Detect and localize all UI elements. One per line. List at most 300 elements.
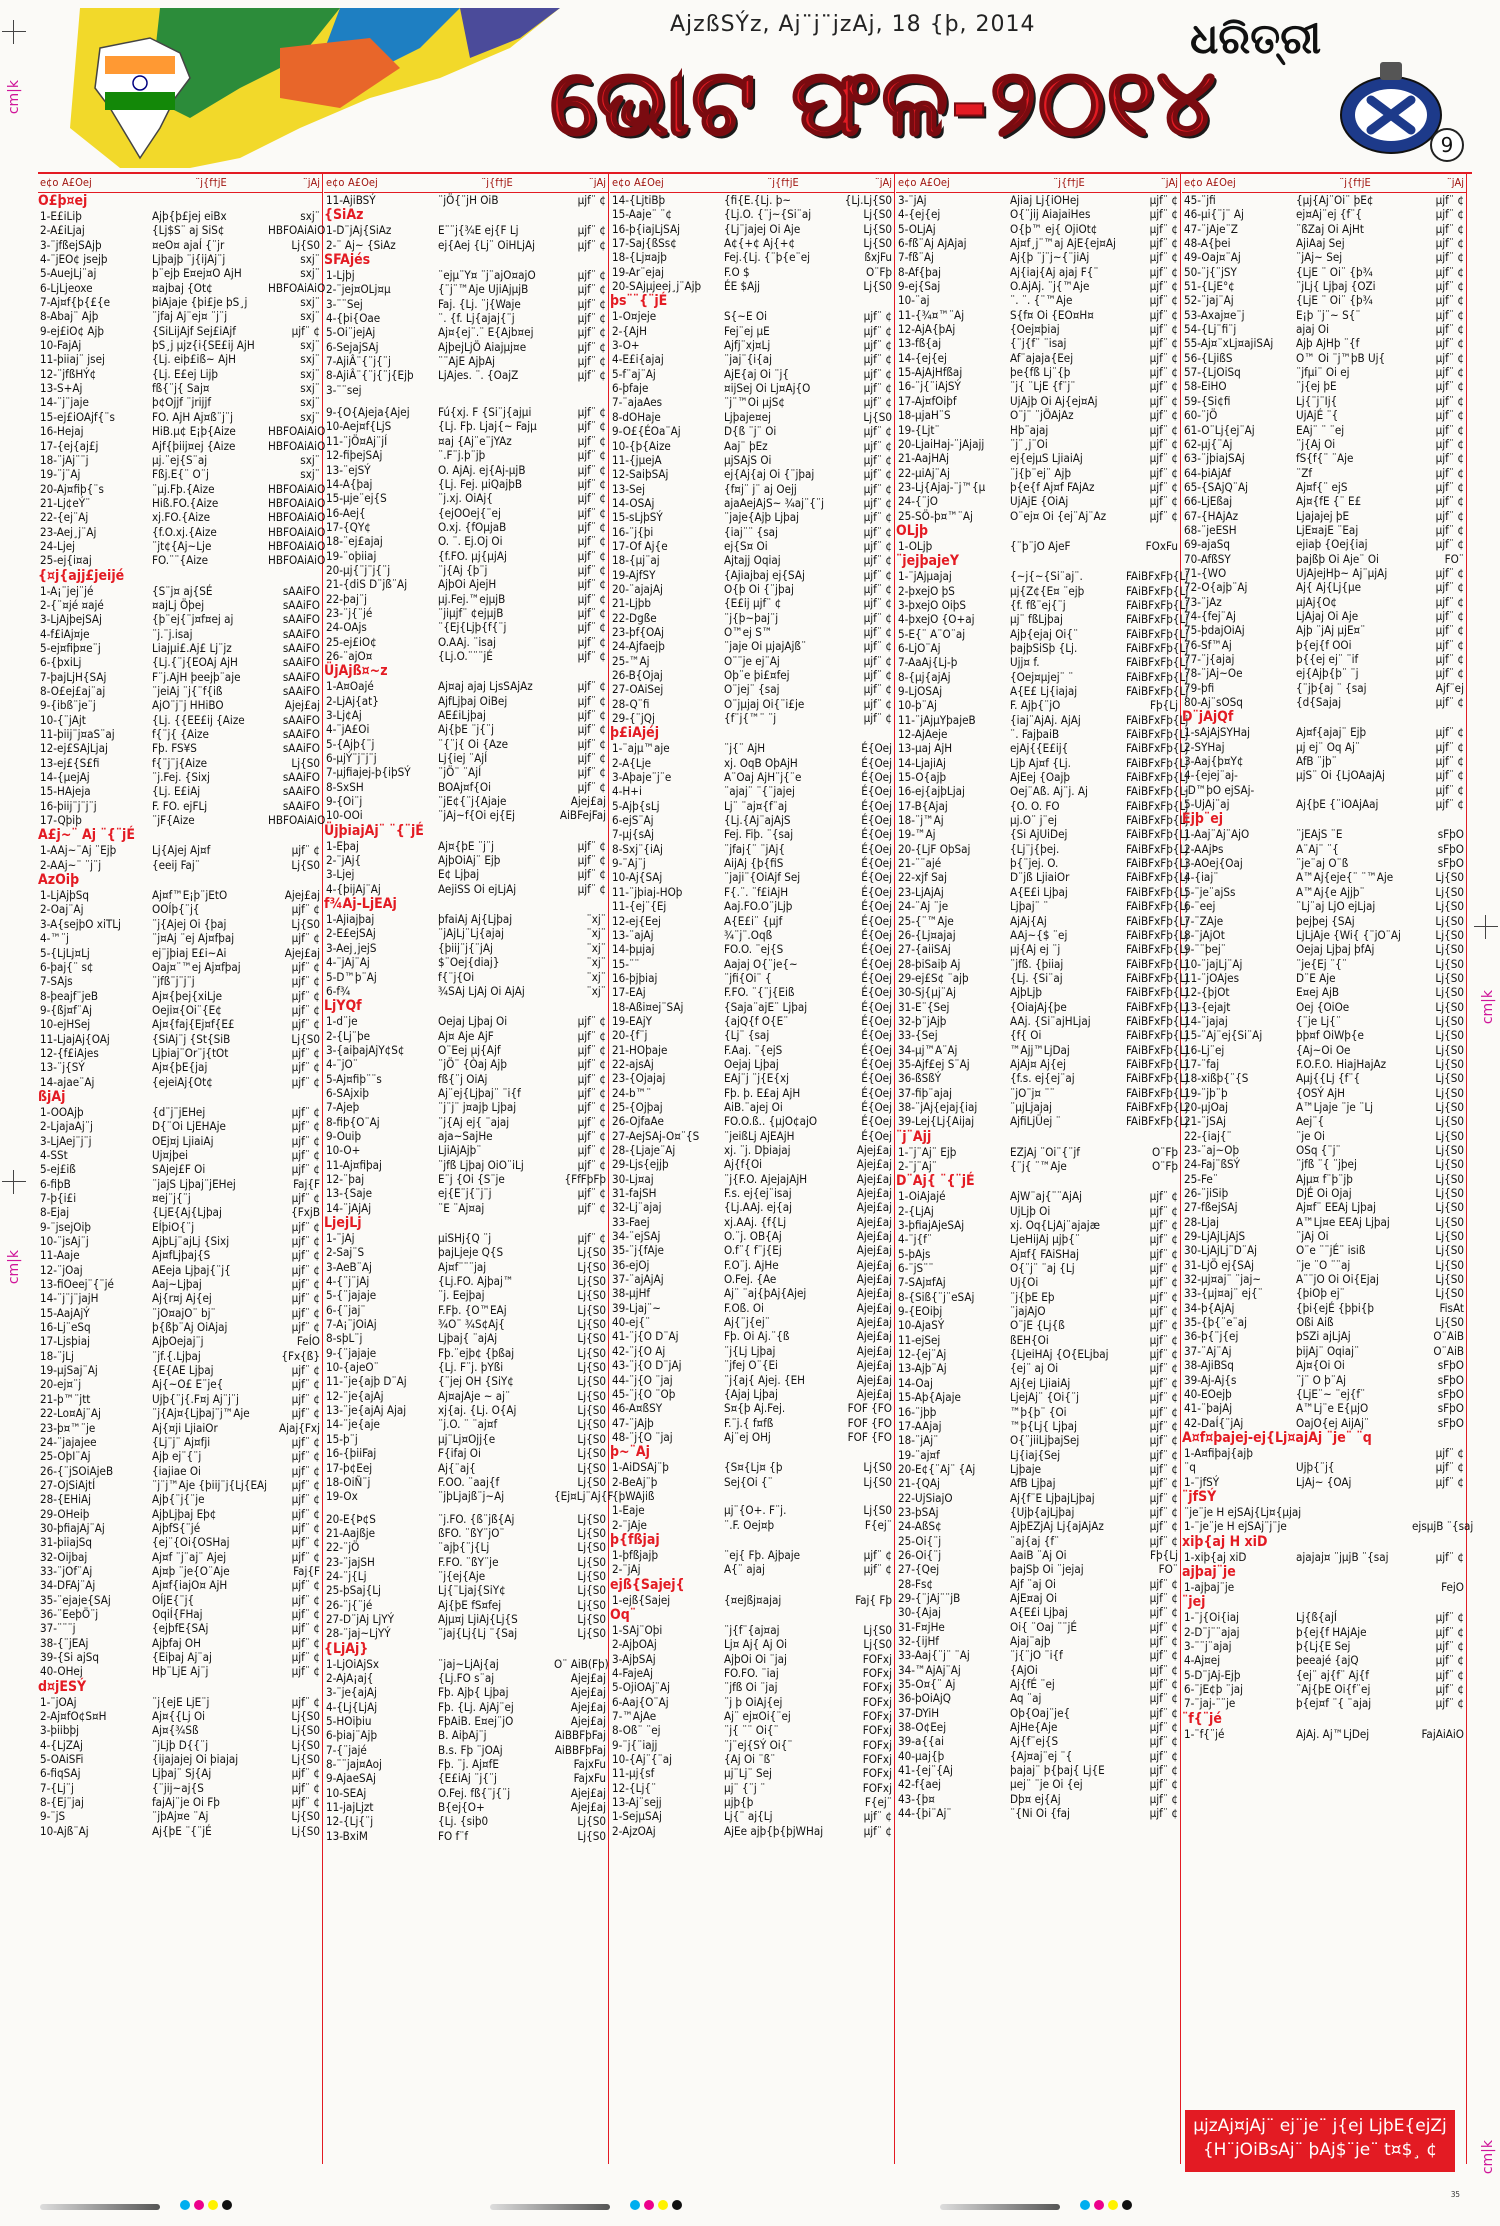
party-cell: µjf¨ ¢: [1435, 393, 1464, 408]
party-cell: Ajej£aj: [856, 1229, 892, 1244]
table-row: [1182, 870, 1466, 884]
constituency-cell: 2-SYHaj: [1184, 739, 1225, 754]
constituency-cell: 6-µjÝ¨j¨j¨j: [326, 751, 377, 766]
candidate-cell: ¨j. Eejþaj: [438, 1288, 485, 1303]
table-row: [38, 931, 322, 945]
party-cell: Lj{S0: [577, 1446, 606, 1461]
table-row: [1182, 236, 1466, 250]
candidate-cell: F.O.F.O. HiajHajAz: [1296, 1056, 1387, 1071]
constituency-cell: 2-¨jAj: [612, 1562, 641, 1577]
party-cell: µjf¨ ¢: [1149, 279, 1178, 294]
candidate-cell: Aj{f¨ej{S: [1010, 1734, 1059, 1749]
constituency-cell: 24-b™¨: [612, 1085, 652, 1100]
candidate-cell: {Lj. {siþ0: [438, 1814, 489, 1829]
party-cell: µjf¨ ¢: [577, 648, 606, 663]
section-heading: ¨jejþajeY: [896, 553, 959, 570]
candidate-cell: þ{{ej ej¨ ¨if: [1296, 652, 1359, 666]
constituency-cell: 1-ajþaj¨je: [1184, 1579, 1235, 1594]
party-cell: FAiBFxFþ{Lj: [1126, 583, 1189, 598]
candidate-cell: O.f¨{ f¨j{Ej: [724, 1243, 782, 1258]
column-header-c1: e¢o: [40, 176, 59, 189]
constituency-cell: 1-A¤fiþaj{ajþ: [1184, 1445, 1253, 1460]
constituency-cell: 16-þ{iajLjSAj: [612, 221, 681, 236]
table-row: [1182, 1373, 1466, 1387]
constituency-cell: 3-þxejO OiþS: [898, 597, 967, 612]
candidate-cell: {¨j{ ¨™Aje: [1010, 1159, 1067, 1173]
constituency-cell: 28-Fs¢: [898, 1576, 934, 1591]
constituency-cell: 30-{Ajaj: [898, 1605, 941, 1620]
party-cell: Lj{S0: [1435, 870, 1464, 885]
candidate-cell: µj.O¨ j¨ej: [1010, 813, 1058, 828]
candidate-cell: ¨jaj~LjAj{aj: [438, 1656, 499, 1671]
candidate-cell: Ajtajj Oqiaj: [724, 553, 781, 568]
table-row: [1182, 695, 1466, 709]
table-row: [38, 1738, 322, 1752]
table-row: [1182, 885, 1466, 899]
constituency-cell: 12-¨þaj: [326, 1171, 365, 1186]
candidate-cell: ej¨jþiaj E£i~Ai: [152, 945, 227, 960]
table-row: [1182, 842, 1466, 856]
section-heading: AzOiþ: [38, 872, 80, 889]
party-cell: O¨AiB: [1433, 1343, 1464, 1358]
party-cell: µjf¨ ¢: [1149, 508, 1178, 523]
constituency-cell: 31-þiiajSq: [40, 1535, 92, 1550]
party-cell: Ajej£aj: [570, 1699, 606, 1714]
party-cell: µjf¨ ¢: [1149, 1461, 1178, 1476]
party-cell: Lj{S0: [1435, 1157, 1464, 1172]
candidate-cell: B.s. Fþ ¨jOAj: [438, 1742, 503, 1757]
party-cell: FAiBFxFþ{Lj: [1126, 970, 1189, 985]
candidate-cell: ¨j{aj{ Ajej. {EH: [724, 1372, 806, 1387]
party-cell: µjf¨ ¢: [1149, 1347, 1178, 1362]
party-cell: HBFOAiAiO: [268, 280, 326, 295]
constituency-cell: 4-{ej{ej: [898, 207, 941, 222]
party-cell: Ajej£aj: [570, 1685, 606, 1700]
results-column: [324, 174, 614, 2164]
table-row: [1182, 797, 1466, 811]
constituency-cell: 38-{¨jEAj: [40, 1635, 89, 1650]
constituency-cell: 44-{þi¨Aj¨: [898, 1806, 952, 1821]
party-cell: µjf¨ ¢: [577, 1128, 606, 1143]
candidate-cell: þ¨ejþ E¤ej¤O AjH: [152, 266, 242, 281]
constituency-cell: 24-AßS¢: [898, 1519, 942, 1534]
constituency-cell: 5-E{¨ A¨O¨aj: [898, 626, 966, 641]
constituency-cell: 12-AjA{þAj: [898, 322, 956, 337]
candidate-cell: ¨j{Ajej Oi {þaj: [152, 916, 227, 931]
table-row: [610, 1387, 894, 1401]
candidate-cell: ¨jajS Ljþaj¨jEHej: [152, 1176, 236, 1191]
party-cell: HBFOAiAiO: [268, 553, 326, 568]
constituency-cell: 17-{ej{aj£j: [40, 438, 99, 453]
table-row: [896, 322, 1180, 336]
table-row: [1182, 1014, 1466, 1028]
party-cell: sxj¨: [300, 395, 320, 410]
constituency-cell: 3-AeB¨Aj: [326, 1259, 372, 1274]
candidate-cell: ¨jAj~f{Oi ej{Ej: [438, 808, 516, 823]
candidate-cell: Fú{xj. F {Si¨j{ajµi: [438, 405, 532, 420]
candidate-cell: [438, 383, 554, 397]
constituency-cell: 10-¨aj: [898, 293, 930, 308]
party-cell: µjf¨ ¢: [1435, 479, 1464, 494]
candidate-cell: ajajaj¤ ¨jµjB ¨{saj: [1296, 1549, 1389, 1564]
party-cell: µjf¨ ¢: [1435, 1667, 1464, 1682]
party-cell: µjf¨ ¢: [291, 1305, 320, 1320]
table-row: [38, 1449, 322, 1463]
constituency-cell: 12-{Lj{¨j: [326, 1814, 374, 1829]
constituency-cell: 13-BxiM: [326, 1828, 368, 1843]
constituency-cell: 3-Lj¢Aj: [326, 708, 362, 722]
constituency-cell: 36-þ{¨j{ej: [1184, 1329, 1239, 1344]
candidate-cell: Aj{iaj{Aj ajaj F{¨: [1010, 264, 1099, 279]
candidate-cell: Oej {OiOe: [1296, 999, 1350, 1014]
table-row: [896, 741, 1189, 756]
table-row: [38, 1205, 322, 1219]
candidate-cell: {f. fß¨ej{¨j: [1010, 597, 1066, 612]
party-cell: O¨AiB: [1433, 1329, 1464, 1344]
footer-line-2: {H¨jOiBsAj¨ þAj$¨je¨ t¤$¸ ¢: [1202, 2140, 1438, 2160]
party-cell: µjf¨ ¢: [863, 309, 892, 324]
table-row: [896, 1749, 1180, 1763]
table-row: [610, 467, 894, 481]
table-row: [1182, 1344, 1466, 1358]
candidate-cell: {Lj.O.¨¨¨jÉ: [438, 648, 493, 663]
party-cell: Lj{S0: [1435, 1056, 1464, 1071]
candidate-cell: Aj¤{faj{Ej¤f{E£: [152, 1017, 235, 1032]
constituency-cell: 39-a{{ai: [898, 1734, 944, 1749]
candidate-cell: {O. O. FO: [1010, 798, 1060, 813]
party-cell: Lj{S0: [577, 1345, 606, 1360]
candidate-cell: Lj{Ajej Aj¤f: [152, 843, 211, 858]
party-cell: HBFOAiAiO: [268, 438, 326, 453]
candidate-cell: µjþ{þ: [724, 1795, 754, 1810]
candidate-cell: AfB Ljþaj: [1010, 1476, 1056, 1491]
constituency-cell: 32-Lj¨ajaj: [612, 1200, 662, 1215]
constituency-cell: 64-þiAjAf: [1184, 465, 1231, 480]
party-cell: FAiBFxFþ{Lj: [1126, 640, 1189, 655]
party-cell: µjf¨ ¢: [291, 1492, 320, 1507]
table-row: [1182, 466, 1466, 480]
table-row: [610, 885, 894, 899]
party-cell: FAiBFxFþ{Lj: [1126, 985, 1189, 1000]
table-row: [610, 914, 894, 928]
candidate-cell: Aj¨ej{Ljþaj¨ ¨i{f: [438, 1085, 521, 1100]
party-cell: sAAiFO: [282, 612, 320, 627]
constituency-cell: 14-¨je{aje: [326, 1417, 380, 1432]
party-cell: µjf¨ ¢: [291, 1162, 320, 1177]
constituency-cell: 8-¨¨jaj¤Aoj: [326, 1757, 382, 1772]
candidate-cell: ¨j{þ¨ej¨ Ajþ: [1010, 465, 1072, 480]
candidate-cell: f{¨j{ {Aize: [152, 727, 209, 742]
candidate-cell: {¨þ¨jO AjeF: [1010, 538, 1071, 553]
party-cell: µjf¨ ¢: [1435, 695, 1464, 710]
candidate-cell: E¨¨j{¾E ej{F Lj: [438, 223, 519, 238]
table-row: [38, 1177, 322, 1191]
candidate-cell: µj ej¨ Oq Aj¨: [1296, 739, 1361, 754]
constituency-cell: 10-þ¨Aj: [898, 698, 937, 713]
candidate-cell: µj¨Lj¨ Sej: [724, 1766, 772, 1781]
party-cell: AiBBFþFaj: [554, 1728, 606, 1743]
candidate-cell: FO.O.ß.. {µjO¢ajO: [724, 1114, 818, 1129]
candidate-cell: Aj¤þ ¨je{O¨Aje: [152, 1563, 230, 1578]
candidate-cell: LjAjaj Oi Aje: [1296, 608, 1359, 623]
constituency-cell: 15-ej£iOAjf{¨s: [40, 409, 115, 424]
table-row: [610, 813, 894, 827]
table-row: [38, 453, 322, 467]
candidate-cell: O. ¨. Ej.Oj Oi: [438, 534, 503, 549]
candidate-cell: {S¤{Lj¤ {þ: [724, 1460, 783, 1475]
table-row: [1182, 1387, 1466, 1401]
constituency-cell: 11-{ej¨{Ej: [612, 899, 667, 914]
party-cell: Lj{S0: [577, 1626, 606, 1641]
candidate-cell: ¨jfaj{¨ ¨jAj{: [724, 841, 786, 856]
table-row: [1182, 957, 1466, 971]
candidate-cell: ¨. ¨. {¨™Aje: [1010, 293, 1073, 308]
party-cell: FAiBFxFþ{Lj: [1126, 870, 1189, 885]
candidate-cell: O¨ej¤ Oi {ej¨Aj¨Az: [1010, 508, 1107, 523]
constituency-cell: 1-Eþaj: [326, 838, 359, 853]
constituency-cell: 25-Fe¨: [1184, 1171, 1219, 1186]
candidate-cell: ej{E¨j{¨j¨j: [438, 1186, 492, 1201]
candidate-cell: ¨j¨™Oi µjS¢: [724, 395, 785, 410]
candidate-cell: LjAj~ {OAj: [1296, 1474, 1352, 1489]
candidate-cell: Aj{f{Oi: [724, 1157, 763, 1172]
table-row: [1182, 293, 1466, 307]
table-row: [896, 1390, 1180, 1404]
party-cell: É{Oej: [861, 1071, 892, 1086]
candidate-cell: O.AAj. ¨isaj: [438, 634, 496, 649]
candidate-cell: {ej¨{Oi{OSHaj: [152, 1535, 230, 1550]
constituency-cell: 39-Lej{Lj{Aijaj: [898, 1114, 975, 1129]
party-cell: µjf¨ ¢: [577, 311, 606, 326]
party-cell: FAiBFxFþ{Lj: [1126, 569, 1189, 584]
table-row: [38, 352, 322, 366]
candidate-cell: Aajaj O{¨je{~: [724, 956, 798, 971]
candidate-cell: ¨jfaj Aj¨ej¤ ¨j¨j: [152, 309, 228, 324]
constituency-cell: 35-{þ{¨e¨aj: [1184, 1315, 1248, 1330]
party-cell: Lj{S0: [863, 279, 892, 294]
party-cell: µjf¨ ¢: [291, 843, 320, 858]
constituency-cell: 1-sAjAjSYHaj: [1184, 725, 1251, 740]
party-cell: FAiBFxFþ{Lj: [1126, 727, 1189, 742]
constituency-cell: 2-D¨j¨¨ajaj: [1184, 1624, 1240, 1639]
party-cell: µjf¨ ¢: [577, 1014, 606, 1029]
candidate-cell: O¨jµjaj Oi{¨i£je: [724, 696, 805, 711]
constituency-cell: 48-A{þei: [1184, 236, 1231, 251]
candidate-cell: {Lj. Fþ. Ljaj{~ Fajµ: [438, 419, 537, 434]
candidate-cell: Aj{fÉ ¨ej: [1010, 1677, 1055, 1692]
constituency-cell: 38-¨jAj{ejaj{iaj: [898, 1099, 978, 1114]
candidate-cell: {d¨j¨jEHej: [152, 1104, 206, 1119]
party-cell: FAiBFxFþ{Lj: [1126, 999, 1189, 1014]
candidate-cell: Aj¤f{iajO¤ AjH: [152, 1578, 228, 1593]
table-row: [38, 1564, 322, 1578]
constituency-cell: 6-ejS¨Aj: [612, 813, 654, 828]
party-cell: FOF {FO: [847, 1401, 892, 1416]
cmyk-dots: [630, 2200, 682, 2210]
table-row: [1182, 222, 1466, 236]
constituency-cell: 76-Sf™Aj: [1184, 637, 1232, 652]
candidate-cell: ¨Zf: [1296, 465, 1313, 480]
table-row: [1182, 1727, 1466, 1741]
constituency-cell: 26-OjfaAe: [612, 1114, 664, 1129]
table-row: [38, 280, 326, 295]
table-row: [610, 582, 894, 596]
party-cell: FAiBFxFþ{Lj: [1126, 856, 1189, 871]
party-cell: Lj{S0: [577, 1288, 606, 1303]
party-cell: FAiBFxFþ{Lj: [1126, 770, 1189, 785]
table-row: [610, 381, 894, 395]
candidate-cell: ¨µjLjajaj: [1010, 1099, 1053, 1114]
constituency-cell: 2-¨jej¤OLj¤µ: [326, 282, 391, 297]
table-row: [896, 451, 1180, 465]
candidate-cell: ¾¨j¨.Oqß: [724, 927, 773, 942]
party-cell: Lj{S0: [577, 1259, 606, 1274]
table-row: [610, 1229, 894, 1243]
candidate-cell: SAjej£F Oi: [152, 1162, 206, 1177]
table-row: [1182, 1519, 1474, 1534]
constituency-cell: 8-sþL¨j: [326, 1331, 363, 1346]
candidate-cell: A{E£i Ljþaj: [1010, 1605, 1068, 1620]
party-cell: µjf¨ ¢: [1149, 1662, 1178, 1677]
table-row: [610, 770, 894, 784]
candidate-cell: Oej¨Aß. Aj¨j. Aj: [1010, 784, 1088, 799]
table-row: [1182, 494, 1466, 508]
constituency-cell: 34-µj™A¨Aj: [898, 1042, 958, 1057]
candidate-cell: Aj¤f¨¨¨jaj: [438, 1259, 487, 1274]
party-cell: µjf¨ ¢: [863, 538, 892, 553]
candidate-cell: FþAiB. E¤ej¨jO: [438, 1714, 514, 1728]
column-header-c4: ¨jAj: [1446, 176, 1464, 189]
table-row: [610, 971, 894, 985]
table-row: [1182, 754, 1466, 768]
table-row: [1182, 928, 1466, 942]
constituency-cell: 3-AjþSAj: [612, 1651, 656, 1666]
table-row: [610, 856, 894, 870]
constituency-cell: 17-Saj{ßSs¢: [612, 236, 677, 251]
party-cell: sxj¨: [300, 252, 320, 267]
constituency-cell: 3-LjAjþejSAj: [40, 612, 102, 627]
constituency-cell: 46-µi{¨j¨ Aj: [1184, 207, 1244, 222]
constituency-cell: 43-{þ¤: [898, 1791, 935, 1806]
party-cell: µjf¨ ¢: [291, 1017, 320, 1032]
candidate-cell: {Lj. E£iAj: [152, 784, 201, 799]
party-cell: FOFxj: [862, 1694, 892, 1709]
constituency-cell: 28-Q¨fi: [612, 696, 650, 711]
party-cell: µjf¨ ¢: [863, 1562, 892, 1577]
constituency-cell: 12-SaiþSAj: [612, 467, 669, 482]
table-row: [324, 1403, 608, 1417]
candidate-cell: Aj{¨aj{: [438, 1460, 476, 1475]
table-row: [610, 985, 894, 999]
constituency-cell: 16-¨j{¨iAjSÝ: [898, 379, 961, 394]
party-cell: ¨xj¨: [586, 955, 606, 970]
table-row: [1182, 193, 1466, 207]
party-cell: µjf¨ ¢: [577, 268, 606, 283]
table-row: [1182, 725, 1466, 739]
constituency-cell: 14-¨jajaj: [1184, 1013, 1228, 1028]
table-row: [38, 1060, 322, 1074]
table-row: [610, 870, 894, 884]
table-row: [324, 1446, 608, 1460]
party-cell: µjf¨ ¢: [577, 577, 606, 592]
column-header-c1: e¢o: [326, 176, 345, 189]
constituency-cell: 24-Faj¨ßSÝ: [1184, 1157, 1241, 1172]
constituency-cell: 7-Aj¤f{þ{£{e: [40, 295, 111, 310]
party-cell: Lj{S0: [1435, 942, 1464, 957]
constituency-cell: 52-¨jaj¨Aj: [1184, 293, 1234, 308]
candidate-cell: Lj{¨Ljaj{SiY¢: [438, 1583, 506, 1598]
candidate-cell: Oi{ ¨Oaj ¨¨jÉ: [1010, 1619, 1077, 1634]
constituency-cell: 12-{ej¨Aj: [898, 1347, 947, 1362]
constituency-cell: 1-¨f{¨jé: [1184, 1726, 1225, 1741]
section-heading: A¤f¤þajej-ej{Lj¤ajAj ¨je¨ ¨q: [1182, 1429, 1372, 1446]
candidate-cell: ¨jE¢{¨j{Ajaje: [438, 794, 507, 809]
table-row: [324, 368, 608, 382]
constituency-cell: 31-E¨{Sej: [898, 999, 950, 1014]
row-gap: [324, 397, 608, 405]
constituency-cell: 1-A¡¨jej¨jé: [40, 583, 94, 598]
constituency-cell: 13-¨ejSÝ: [326, 462, 371, 477]
party-cell: µjf¨ ¢: [577, 1143, 606, 1158]
table-row: [896, 655, 1189, 670]
table-row: [38, 252, 322, 266]
table-row: [1182, 652, 1466, 666]
party-cell: FajxFu: [573, 1771, 606, 1786]
party-cell: FOFxj: [862, 1651, 892, 1666]
party-cell: µjf¨ ¢: [577, 634, 606, 649]
candidate-cell: {Oej¤µjej¨ ¨: [1010, 669, 1074, 684]
candidate-cell: O.Fej. fß{¨j{¨j: [438, 1785, 511, 1800]
constituency-cell: 18-¨jLj: [40, 1348, 74, 1363]
candidate-cell: ¨Lj¨aj LjO ejLjaj: [1296, 899, 1376, 914]
party-cell: HBFOAiAiO: [268, 481, 326, 496]
table-row: [324, 955, 608, 969]
party-cell: FOFxj: [862, 1723, 892, 1738]
constituency-cell: 16-Aej{: [326, 505, 366, 520]
table-row: [38, 1334, 322, 1348]
candidate-cell: {LjE{Aj{Ljþaj: [152, 1205, 222, 1220]
constituency-cell: 15-AjAjHfßaj: [898, 365, 963, 380]
candidate-cell: Aj¤f{ FAiSHaj: [1010, 1246, 1080, 1261]
party-cell: µjf¨ ¢: [863, 1809, 892, 1824]
table-row: [324, 1057, 608, 1071]
candidate-cell: ¨j.O. ¨ ¨aj¤f: [438, 1417, 498, 1432]
table-row: [610, 1014, 894, 1028]
constituency-cell: 3-Ljej: [326, 867, 355, 882]
constituency-cell: 10-{Aj¨{¨aj: [612, 1752, 673, 1767]
constituency-cell: 11-µj{sf: [612, 1766, 655, 1781]
candidate-cell: fS{f{¨ ¨Aje: [1296, 451, 1354, 466]
candidate-cell: F¨j.AjH þeejþ¨aje: [152, 669, 241, 684]
constituency-cell: 5-OAiSFi: [40, 1752, 84, 1767]
constituency-cell: 23-{Ojajaj: [612, 1071, 666, 1086]
table-row: [1182, 914, 1466, 928]
candidate-cell: {Lj.FO. Ajþaj™: [438, 1274, 514, 1289]
table-row: [1182, 899, 1466, 913]
candidate-cell: fß{¨j OiAj: [438, 1071, 488, 1086]
constituency-cell: 5-Oi¨jejAj: [326, 325, 376, 340]
candidate-cell: ¨{¨j{ Oi {Aze: [438, 736, 508, 751]
page-title: ଭୋଟ ଫଳ-୨୦୧୪: [550, 48, 1218, 156]
constituency-cell: 32-µj¤aj¨ ¨jaj~: [1184, 1272, 1262, 1287]
party-cell: µjf¨ ¢: [577, 433, 606, 448]
table-row: [1182, 595, 1466, 609]
candidate-cell: ¨jfi{Oi¨ {: [724, 970, 772, 985]
table-row: [38, 524, 326, 539]
table-row: [324, 679, 608, 693]
party-cell: µjf¨ ¢: [1435, 422, 1464, 437]
party-cell: sAAiFO: [282, 655, 320, 670]
